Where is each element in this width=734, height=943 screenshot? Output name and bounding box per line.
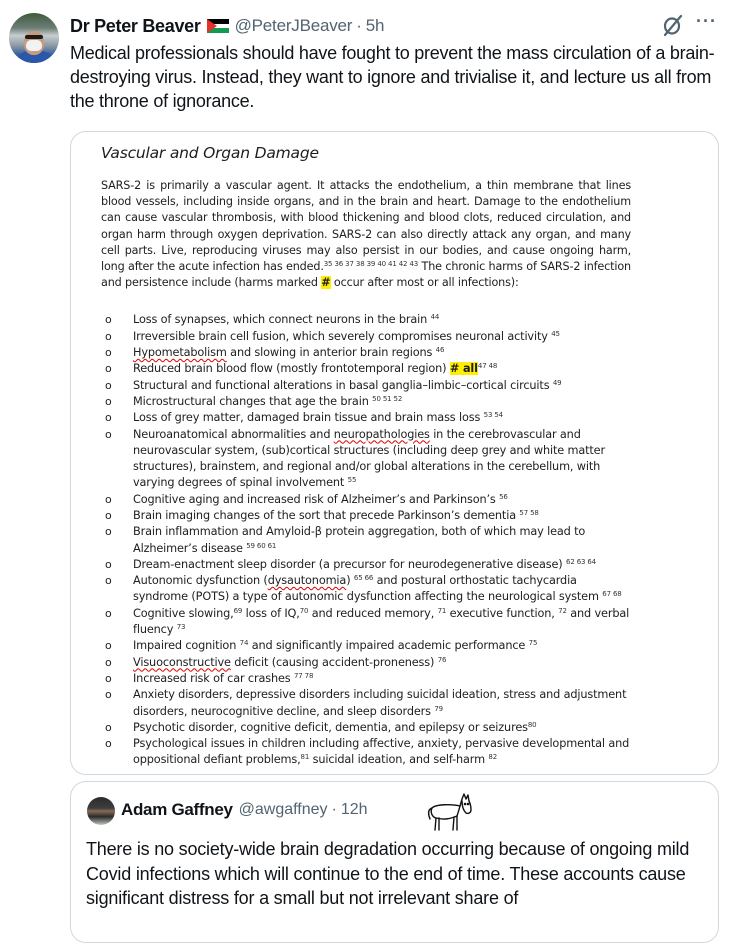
intro-text: SARS-2 is primarily a vascular agent. It attacks the endothelium, a thin membrane that lines blood vessels, including inside organs, and in the brain and heart. Damage to the endothelium can cause vascular thrombosis, with blood thickening and blood clots, reduced circulation, and organ harm through oxygen deprivation. SARS-2 can also directly attack any organ, and many cell parts. Live, reproducing viruses may also persist in our bodies, and cause ongoing harm, long after the acute infection has ended. — [101, 179, 631, 274]
author-handle[interactable]: @PeterJBeaver — [234, 16, 353, 35]
harm-text: Impaired cognition — [133, 639, 240, 653]
footnote-refs: 67 68 — [602, 590, 622, 599]
harm-text: Brain inflammation and Amyloid-β protein aggregation, both of which may lead to Alzheimer’s disease — [133, 525, 586, 555]
footnote-refs: 65 66 — [353, 574, 374, 583]
author-avatar[interactable] — [9, 13, 59, 63]
footnote-refs: 44 — [430, 313, 440, 322]
footnote-refs: 62 63 64 — [566, 557, 596, 566]
grok-icon[interactable] — [662, 13, 684, 37]
bullet-icon: o — [105, 492, 112, 506]
document-image — [101, 142, 631, 769]
harm-list-item — [101, 329, 631, 345]
author-name[interactable]: Dr Peter Beaver — [70, 15, 201, 36]
harm-list-item — [101, 573, 631, 606]
bullet-icon: o — [105, 394, 112, 408]
quoted-tweet[interactable] — [70, 781, 719, 943]
bullet-icon: o — [105, 329, 112, 343]
harm-list-item — [101, 427, 631, 492]
footnote-refs: 55 — [347, 476, 357, 485]
quoted-timestamp[interactable]: 12h — [340, 801, 368, 818]
document-intro — [101, 178, 631, 291]
harm-text: Reduced brain blood flow (mostly frontotemporal region) — [133, 362, 450, 376]
harm-text: suicidal ideation, and self-harm — [309, 753, 489, 767]
harm-text: in the cerebrovascular and neurovascular system, (sub)cortical structures (including deep grey and white matter structures), brainstem, and regional and/or global alterations in the cerebellum, with varying degrees of spinal involvement — [133, 427, 605, 490]
harm-list-item — [101, 378, 631, 394]
bullet-icon: o — [105, 378, 112, 392]
bullet-icon: o — [105, 574, 112, 588]
bullet-icon: o — [105, 362, 112, 376]
harm-text: and postural orthostatic tachycardia syndrome (POTS) a type of autonomic dysfunction affecting the neurological system — [133, 574, 603, 604]
bullet-icon: o — [105, 411, 112, 425]
more-options-button[interactable]: ··· — [696, 11, 717, 31]
footnote-refs: 50 51 52 — [372, 394, 403, 403]
quoted-tweet-header — [121, 800, 368, 820]
footnote-refs: 47 48 — [477, 362, 498, 371]
footnote-refs: 73 — [176, 623, 186, 632]
spellcheck-word: Hypometabolism — [133, 346, 227, 360]
footnote-refs: 81 — [300, 753, 310, 762]
harm-text: Autonomic dysfunction ( — [133, 574, 268, 588]
harm-text: and slowing in anterior brain regions — [226, 346, 436, 360]
harm-list-item — [101, 655, 631, 671]
quoted-author-avatar[interactable] — [87, 797, 115, 825]
footnote-refs: 80 — [527, 720, 537, 729]
separator-dot: · — [331, 801, 337, 818]
harm-text: ) — [346, 574, 354, 588]
quoted-author-handle[interactable]: @awgaffney — [238, 801, 328, 818]
harm-list-item — [101, 508, 631, 524]
harm-text: Microstructural changes that age the brain — [133, 394, 373, 408]
harm-list-item — [101, 638, 631, 654]
intro-text: The chronic harms of SARS-2 infection and persistence include (harms marked — [101, 260, 631, 290]
avatar-sunglasses — [25, 35, 43, 39]
quoted-author-name[interactable]: Adam Gaffney — [121, 800, 233, 819]
harm-text: Anxiety disorders, depressive disorders including suicidal ideation, stress and adjustment disorders, neurocognitive decline, and sleep disorders — [133, 688, 627, 718]
footnote-refs: 59 60 61 — [246, 541, 277, 550]
quoted-tweet-text: There is no society-wide brain degradation occurring because of ongoing mild Covid infections which will continue to the end of time. These accounts cause significant distress for a small but not irrelevant share of — [86, 839, 690, 908]
harm-text: Loss of grey matter, damaged brain tissue and brain mass loss — [133, 411, 484, 425]
harm-text: loss of IQ, — [242, 606, 300, 620]
bullet-icon: o — [105, 688, 112, 702]
harm-text: Increased risk of car crashes — [133, 671, 294, 685]
footnote-refs: 56 — [499, 492, 508, 501]
tweet-image[interactable] — [70, 131, 719, 775]
highlight-marker: # — [321, 276, 331, 290]
footnote-refs: 46 — [435, 346, 445, 355]
bullet-icon: o — [105, 557, 112, 571]
intro-text: occur after most or all infections): — [330, 276, 519, 290]
harm-list-item — [101, 345, 631, 361]
harm-text: Dream-enactment sleep disorder (a precursor for neurodegenerative disease) — [133, 557, 567, 571]
bullet-icon: o — [105, 737, 112, 751]
footnote-refs: 71 — [437, 606, 447, 615]
bullet-icon: o — [105, 655, 112, 669]
harm-text: Structural and functional alterations in basal ganglia–limbic–cortical circuits — [133, 378, 553, 392]
harm-list-item — [101, 687, 631, 720]
bullet-icon: o — [105, 525, 112, 539]
harm-text: deficit (causing accident-proneness) — [230, 655, 438, 669]
harm-list-item — [101, 524, 631, 557]
footnote-refs: 72 — [558, 606, 567, 615]
timestamp[interactable]: 5h — [365, 16, 385, 35]
harm-text: and reduced memory, — [308, 606, 438, 620]
document-title: Vascular and Organ Damage — [101, 144, 319, 162]
footnote-refs: 45 — [551, 329, 560, 338]
harm-list-item — [101, 736, 631, 769]
footnote-refs: 76 — [437, 655, 447, 664]
harm-list-item — [101, 410, 631, 426]
spellcheck-word: neuropathologies — [333, 427, 430, 441]
harm-list-item — [101, 312, 631, 328]
footnote-refs: 69 — [233, 606, 243, 615]
footnote-refs: 70 — [299, 606, 309, 615]
donkey-icon — [426, 792, 476, 834]
harm-text: Cognitive slowing, — [133, 606, 234, 620]
bullet-icon: o — [105, 508, 112, 522]
harm-text: and significantly impaired academic performance — [248, 639, 529, 653]
harm-text: Psychological issues in children including affective, anxiety, pervasive developmental and oppositional defiant problems, — [133, 737, 630, 767]
separator-dot: · — [356, 16, 362, 35]
harm-list-item — [101, 606, 631, 639]
harm-text: Psychotic disorder, cognitive deficit, dementia, and epilepsy or seizures — [133, 720, 528, 734]
harm-list-item — [101, 671, 631, 687]
harm-list-item — [101, 394, 631, 410]
bullet-icon: o — [105, 606, 112, 620]
footnote-refs: 35 36 37 38 39 40 41 42 43 — [323, 260, 419, 269]
harm-text: and verbal fluency — [133, 606, 630, 637]
avatar-mask — [26, 40, 42, 51]
harm-text: executive function, — [446, 606, 559, 620]
footnote-refs: 79 — [434, 704, 443, 713]
tweet-header — [70, 14, 384, 38]
bullet-icon: o — [105, 671, 112, 685]
tweet-text: Medical professionals should have fought to prevent the mass circulation of a brain-destroying virus. Instead, they want to ignore and trivialise it, and lecture us all from the throne of ignorance. — [70, 43, 715, 111]
footnote-refs: 74 — [239, 639, 249, 648]
bullet-icon: o — [105, 720, 112, 734]
harm-text: Neuroanatomical abnormalities and — [133, 427, 334, 441]
highlight-marker: # all — [449, 362, 478, 376]
bullet-icon: o — [105, 639, 112, 653]
footnote-refs: 53 54 — [483, 411, 503, 420]
footnote-refs: 82 — [488, 753, 497, 762]
bullet-icon: o — [105, 313, 112, 327]
harm-list-item — [101, 720, 631, 736]
footnote-refs: 49 — [552, 378, 562, 387]
harms-list — [101, 312, 631, 768]
harm-text: Cognitive aging and increased risk of Alzheimer’s and Parkinson’s — [133, 492, 500, 506]
footnote-refs: 77 78 — [293, 671, 314, 680]
harm-list-item — [101, 557, 631, 573]
bullet-icon: o — [105, 427, 112, 441]
bullet-icon: o — [105, 346, 112, 360]
footnote-refs: 75 — [528, 639, 538, 648]
harm-text: Brain imaging changes of the sort that precede Parkinson’s dementia — [133, 508, 520, 522]
harm-list-item — [101, 492, 631, 508]
palestine-flag-icon — [207, 19, 229, 33]
footnote-refs: 57 58 — [519, 508, 539, 517]
harm-text: Loss of synapses, which connect neurons in the brain — [133, 313, 431, 327]
spellcheck-word: dysautonomia — [267, 574, 347, 588]
harm-list-item — [101, 361, 631, 377]
harm-text: Irreversible brain cell fusion, which severely compromises neuronal activity — [133, 329, 552, 343]
spellcheck-word: Visuoconstructive — [133, 655, 231, 669]
